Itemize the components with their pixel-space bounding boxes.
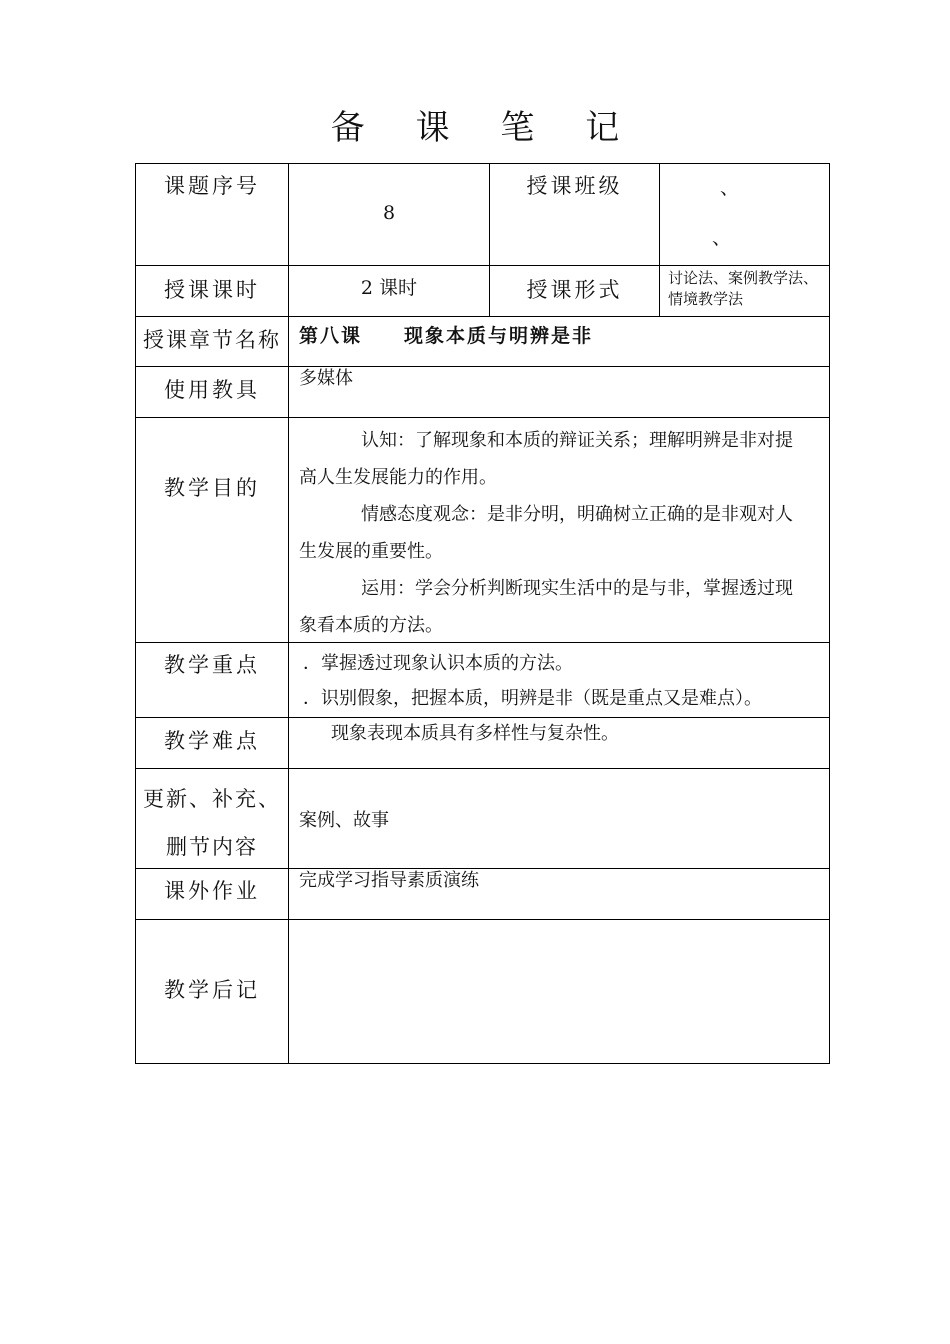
label-homework: 课外作业	[136, 869, 289, 920]
label-key-points: 教学重点	[136, 643, 289, 718]
label-chapter: 授课章节名称	[136, 317, 289, 367]
value-key-points	[289, 643, 829, 718]
label-updates: 更新、补充、 删节内容	[136, 769, 289, 869]
value-form: 讨论法、案例教学法、 情境教学法	[660, 266, 829, 317]
value-hours: 2 课时	[289, 266, 490, 317]
value-chapter: 第八课 现象本质与明辨是非	[289, 317, 829, 367]
value-tools: 多媒体	[289, 367, 829, 418]
value-homework: 完成学习指导素质演练	[289, 869, 829, 920]
objective-line: 象看本质的方法。	[299, 615, 443, 636]
key-point-line: ．掌握透过现象认识本质的方法。	[303, 653, 573, 674]
label-reflection: 教学后记	[136, 920, 289, 1063]
value-class	[660, 164, 829, 266]
label-objectives: 教学目的	[136, 418, 289, 643]
lesson-no-text: 8	[383, 202, 396, 224]
label-hours: 授课课时	[136, 266, 289, 317]
value-reflection	[289, 920, 829, 1063]
class-mark-2: 、	[712, 227, 732, 249]
label-difficulties: 教学难点	[136, 718, 289, 769]
value-difficulties: 现象表现本质具有多样性与复杂性。	[289, 718, 829, 769]
objective-line: 认知：了解现象和本质的辩证关系；理解明辨是非对提	[361, 430, 793, 451]
objective-line: 情感态度观念：是非分明，明确树立正确的是非观对人	[361, 504, 793, 525]
label-tools: 使用教具	[136, 367, 289, 418]
objective-line: 运用：学会分析判断现实生活中的是与非，掌握透过现	[361, 578, 793, 599]
key-point-line: ．识别假象，把握本质，明辨是非（既是重点又是难点）。	[303, 688, 762, 709]
label-lesson-no: 课题序号	[136, 164, 289, 266]
objective-line: 生发展的重要性。	[299, 541, 443, 562]
label-form: 授课形式	[490, 266, 660, 317]
value-objectives	[289, 418, 829, 643]
class-mark-1: 、	[720, 177, 740, 199]
page-title: 备 课 笔 记	[330, 108, 640, 148]
lesson-plan-table	[135, 163, 830, 1064]
label-class: 授课班级	[490, 164, 660, 266]
value-lesson-no	[289, 164, 490, 266]
value-updates: 案例、故事	[289, 769, 829, 869]
objective-line: 高人生发展能力的作用。	[299, 467, 497, 488]
